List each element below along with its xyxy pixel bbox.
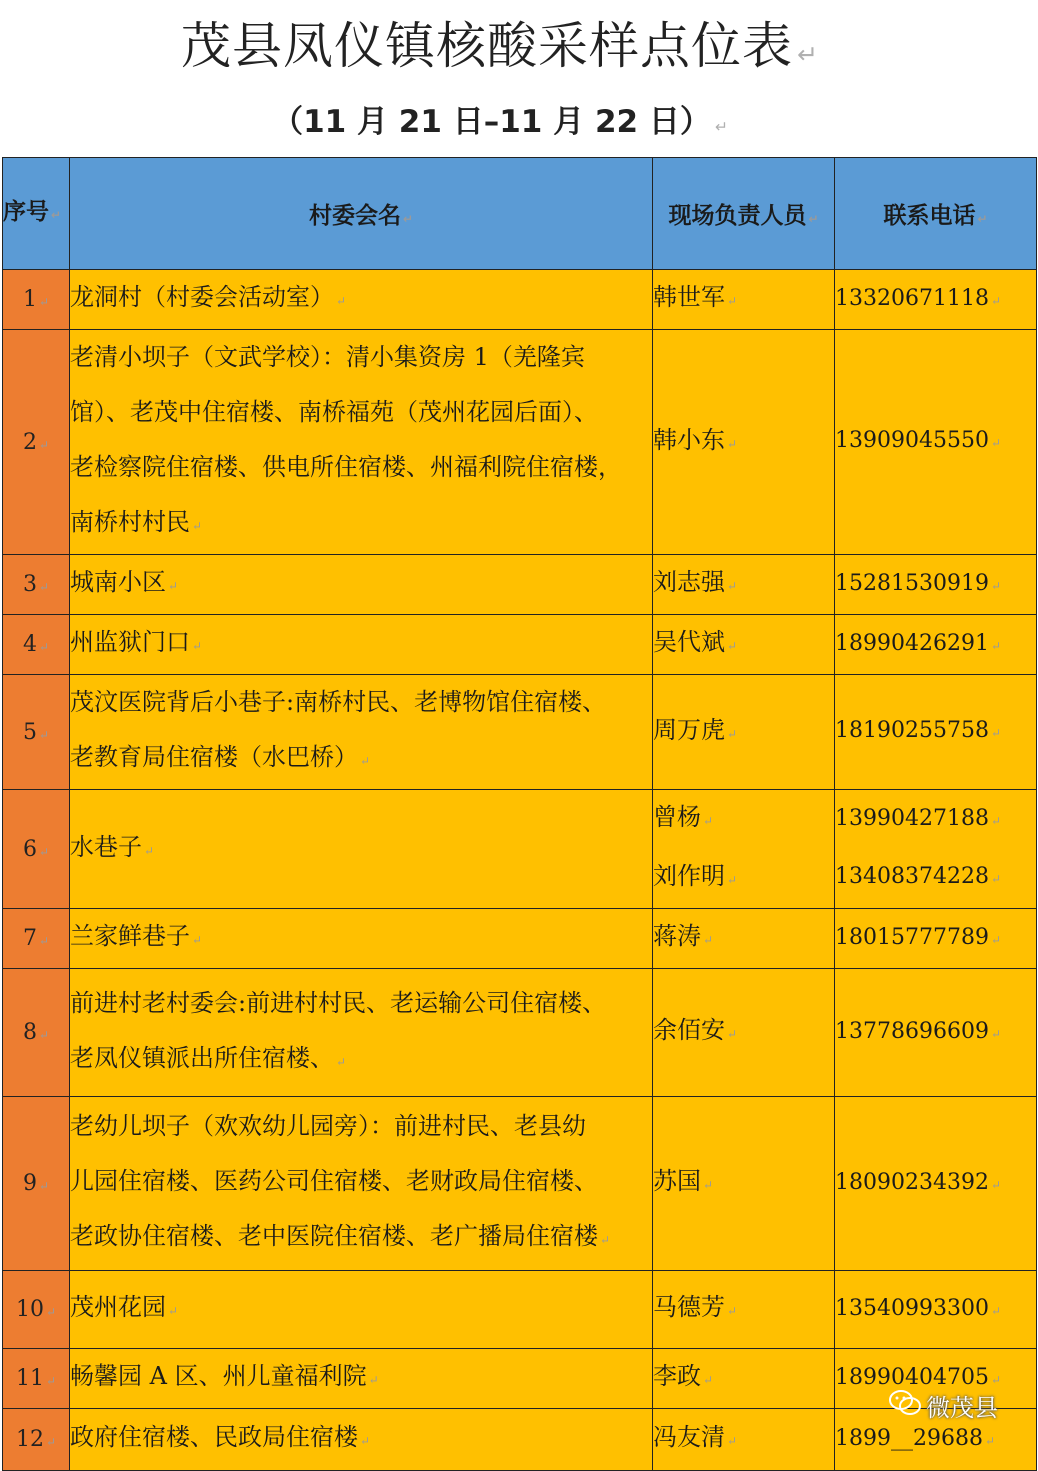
- site-location: 南桥村村民 ↵: [70, 495, 652, 554]
- responsible-person: 韩小东 ↵: [653, 413, 834, 472]
- responsible-person: 刘志强 ↵: [653, 555, 834, 614]
- responsible-person-cell: [653, 555, 835, 615]
- site-location: 馆）、老茂中住宿楼、南桥福苑（茂州花园后面）、: [70, 398, 598, 426]
- site-location-cell: [70, 909, 653, 969]
- contact-phone-cell: [835, 790, 1037, 909]
- contact-phone: 18015777789 ↵: [835, 910, 1036, 968]
- contact-phone: 13320671118 ↵: [835, 271, 1036, 329]
- row-index: [3, 270, 70, 330]
- contact-phone-cell: [835, 1271, 1037, 1349]
- responsible-person-cell: [653, 1097, 835, 1271]
- contact-phone: 15281530919 ↵: [835, 556, 1036, 614]
- row-index: [3, 1097, 70, 1271]
- site-location: 茂州花园 ↵: [70, 1280, 652, 1339]
- responsible-person-cell: [653, 1409, 835, 1471]
- responsible-person-cell: [653, 270, 835, 330]
- responsible-person: 周万虎 ↵: [653, 703, 834, 762]
- table-row: [3, 1349, 1037, 1409]
- responsible-person: 余佰安 ↵: [653, 1003, 834, 1062]
- responsible-person-cell: [653, 330, 835, 555]
- row-index-text: 11 ↵: [16, 1366, 56, 1391]
- row-index: [3, 615, 70, 675]
- site-location: 州监狱门口 ↵: [70, 615, 652, 674]
- responsible-person: 刘作明 ↵: [653, 849, 834, 908]
- date-range-subtitle: （11 月 21 日–11 月 22 日） ↵: [272, 104, 728, 140]
- site-location: 龙洞村（村委会活动室） ↵: [70, 270, 652, 329]
- row-index-text: 10 ↵: [16, 1297, 56, 1322]
- row-index: [3, 675, 70, 790]
- site-location-cell: [70, 969, 653, 1097]
- responsible-person: 李政 ↵: [653, 1349, 834, 1408]
- row-index-text: 12 ↵: [16, 1427, 56, 1452]
- table-row: [3, 615, 1037, 675]
- contact-phone-cell: [835, 270, 1037, 330]
- responsible-person-cell: [653, 909, 835, 969]
- row-index: [3, 330, 70, 555]
- contact-phone: 13909045550 ↵: [835, 413, 1036, 471]
- site-location: 城南小区 ↵: [70, 555, 652, 614]
- watermark: 微茂县: [888, 1388, 998, 1423]
- site-location-cell: [70, 270, 653, 330]
- responsible-person-cell: [653, 790, 835, 909]
- table-row: [3, 969, 1037, 1097]
- row-index: [3, 1349, 70, 1409]
- table-row: [3, 909, 1037, 969]
- site-location-cell: [70, 675, 653, 790]
- contact-phone: 13778696609 ↵: [835, 1004, 1036, 1062]
- site-location: 前进村老村委会:前进村村民、老运输公司住宿楼、: [70, 988, 607, 1017]
- table-row: [3, 790, 1037, 909]
- responsible-person: 冯友清 ↵: [653, 1410, 834, 1469]
- contact-phone-cell: [835, 909, 1037, 969]
- site-location: 老教育局住宿楼（水巴桥） ↵: [70, 730, 652, 789]
- site-location-cell: [70, 1097, 653, 1271]
- site-location: 畅馨园 A 区、州儿童福利院 ↵: [70, 1349, 652, 1408]
- contact-phone: 18090234392 ↵: [835, 1155, 1036, 1213]
- table-row: [3, 1409, 1037, 1471]
- table-row: [3, 330, 1037, 555]
- row-index-text: 7 ↵: [23, 926, 49, 951]
- contact-phone: 13408374228 ↵: [835, 849, 1036, 907]
- row-index-text: 9 ↵: [23, 1171, 49, 1196]
- table-row: [3, 270, 1037, 330]
- site-location: 老检察院住宿楼、供电所住宿楼、州福利院住宿楼，: [70, 453, 622, 481]
- site-location: 水巷子 ↵: [70, 820, 652, 879]
- site-location: 茂汶医院背后小巷子:南桥村民、老博物馆住宿楼、: [70, 688, 607, 716]
- row-index-text: 6 ↵: [23, 837, 49, 862]
- site-location: 兰家鲜巷子 ↵: [70, 909, 652, 968]
- row-index-text: 5 ↵: [23, 720, 49, 745]
- site-location-cell: [70, 615, 653, 675]
- header-phone: 联系电话 ↵: [835, 158, 1037, 270]
- contact-phone: 1899__29688 ↵: [835, 1411, 1036, 1469]
- row-index-text: 3 ↵: [23, 572, 49, 597]
- responsible-person-cell: [653, 969, 835, 1097]
- contact-phone-cell: [835, 1097, 1037, 1271]
- row-index-text: 4 ↵: [23, 632, 49, 657]
- site-location: 政府住宿楼、民政局住宿楼 ↵: [70, 1410, 652, 1469]
- row-index-text: 8 ↵: [23, 1020, 49, 1045]
- responsible-person: 韩世军 ↵: [653, 270, 834, 329]
- contact-phone-cell: [835, 330, 1037, 555]
- responsible-person: 吴代斌 ↵: [653, 615, 834, 674]
- contact-phone-cell: [835, 675, 1037, 790]
- responsible-person-cell: [653, 675, 835, 790]
- contact-phone-cell: [835, 555, 1037, 615]
- contact-phone-cell: [835, 969, 1037, 1097]
- contact-phone: 18990426291 ↵: [835, 616, 1036, 674]
- site-location-cell: [70, 1349, 653, 1409]
- row-index: [3, 555, 70, 615]
- responsible-person: 苏国 ↵: [653, 1154, 834, 1213]
- wechat-icon: [888, 1389, 922, 1423]
- site-location: 老幼儿坝子（欢欢幼儿园旁）：前进村民、老县幼: [70, 1112, 586, 1140]
- site-location-cell: [70, 330, 653, 555]
- responsible-person: 蒋涛 ↵: [653, 909, 834, 968]
- row-index: [3, 1409, 70, 1471]
- responsible-person: 曾杨 ↵: [653, 790, 834, 849]
- row-index: [3, 909, 70, 969]
- site-location: 老凤仪镇派出所住宿楼、 ↵: [70, 1031, 652, 1090]
- table-row: [3, 1097, 1037, 1271]
- row-index: [3, 969, 70, 1097]
- row-index-text: 1 ↵: [23, 287, 49, 312]
- site-location: 儿园住宿楼、医药公司住宿楼、老财政局住宿楼、: [70, 1167, 598, 1195]
- contact-phone: 18990404705 ↵: [835, 1350, 1036, 1408]
- row-index-text: 2 ↵: [23, 430, 49, 455]
- responsible-person-cell: [653, 1271, 835, 1349]
- sampling-sites-table: [2, 157, 1037, 1471]
- header-index: 序号 ↵: [3, 158, 70, 270]
- site-location-cell: [70, 555, 653, 615]
- row-index: [3, 1271, 70, 1349]
- responsible-person-cell: [653, 615, 835, 675]
- table-row: [3, 1271, 1037, 1349]
- header-village: 村委会名 ↵: [70, 158, 653, 270]
- page-title: 茂县凤仪镇核酸采样点位表 ↵: [181, 17, 819, 75]
- site-location: 老政协住宿楼、老中医院住宿楼、老广播局住宿楼 ↵: [70, 1209, 652, 1268]
- row-index: [3, 790, 70, 909]
- table-header-row: [3, 158, 1037, 270]
- responsible-person: 马德芳 ↵: [653, 1280, 834, 1339]
- site-location-cell: [70, 1409, 653, 1471]
- table-row: [3, 675, 1037, 790]
- header-person: 现场负责人员 ↵: [653, 158, 835, 270]
- contact-phone-cell: [835, 615, 1037, 675]
- site-location-cell: [70, 1271, 653, 1349]
- responsible-person-cell: [653, 1349, 835, 1409]
- site-location: 老清小坝子（文武学校）：清小集资房 1（羌隆宾: [70, 343, 585, 371]
- contact-phone: 18190255758 ↵: [835, 703, 1036, 761]
- contact-phone: 13540993300 ↵: [835, 1281, 1036, 1339]
- table-row: [3, 555, 1037, 615]
- site-location-cell: [70, 790, 653, 909]
- contact-phone: 13990427188 ↵: [835, 791, 1036, 849]
